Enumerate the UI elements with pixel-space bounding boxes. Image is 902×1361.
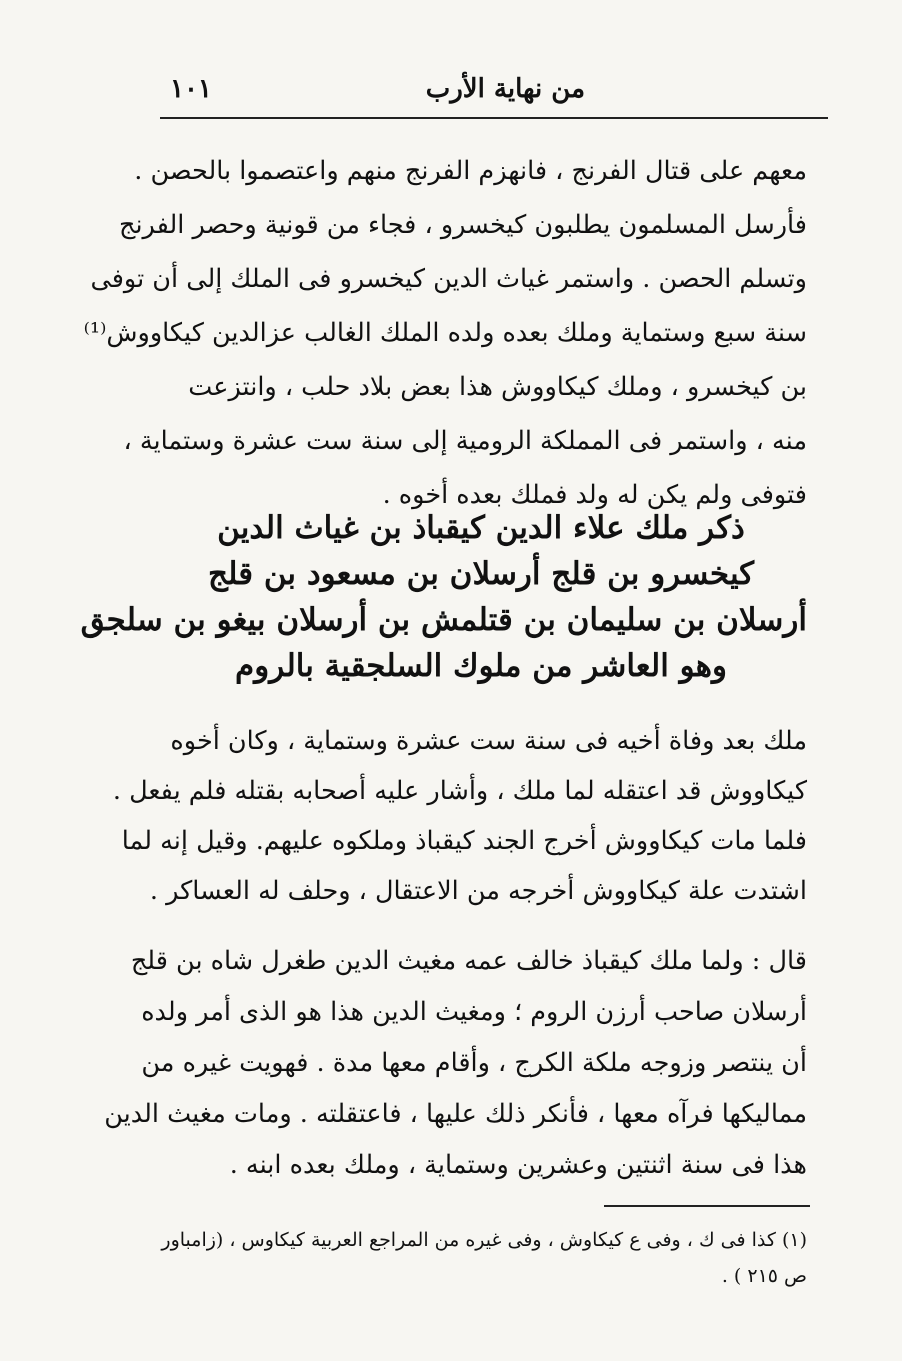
text-line: فلما مات كيكاووش أخرج الجند كيقباذ وملكوه عليهم. وقيل إنه لما — [121, 826, 807, 856]
section-heading — [80, 505, 807, 689]
text-line: هذا فى سنة اثنتين وعشرين وستماية ، وملك بعده ابنه . — [229, 1150, 807, 1180]
footnote-line: (١) كذا فى ك ، وفى ع كيكاوش ، وفى غيره من المراجع العربية كيكاوس ، (زامباور — [161, 1229, 807, 1251]
running-title: من نهاية الأرب — [425, 74, 585, 104]
heading-line: ذكر ملك علاء الدين كيقباذ بن غياث الدين — [217, 510, 745, 546]
text-line: معهم على قتال الفرنج ، فانهزم الفرنج منهم واعتصموا بالحصن . — [134, 156, 807, 186]
text-line: اشتدت علة كيكاووش أخرجه من الاعتقال ، وحلف له العساكر . — [149, 876, 807, 906]
heading-line: وهو العاشر من ملوك السلجقية بالروم — [235, 648, 727, 684]
text-line: فتوفى ولم يكن له ولد فملك بعده أخوه . — [382, 480, 807, 510]
page-number: ١٠١ — [170, 74, 212, 104]
text-line: مماليكها فرآه معها ، فأنكر ذلك عليها ، فاعتقلته . ومات مغيث الدين — [104, 1099, 807, 1129]
text-line: منه ، واستمر فى المملكة الرومية إلى سنة ست عشرة وستماية ، — [123, 426, 807, 456]
header-rule — [160, 117, 828, 119]
paragraph-2 — [112, 716, 807, 916]
text-line: قال : ولما ملك كيقباذ خالف عمه مغيث الدين طغرل شاه بن قلج — [130, 946, 807, 976]
paragraph-3 — [104, 936, 807, 1191]
text-line: فأرسل المسلمون يطلبون كيخسرو ، فجاء من قونية وحصر الفرنج — [119, 210, 807, 240]
text-line: بن كيخسرو ، وملك كيكاووش هذا بعض بلاد حلب ، وانتزعت — [188, 372, 807, 402]
text-line: أن ينتصر وزوجه ملكة الكرج ، وأقام معها مدة . فهويت غيره من — [141, 1048, 807, 1078]
text-line: ملك بعد وفاة أخيه فى سنة ست عشرة وستماية ، وكان أخوه — [170, 726, 807, 756]
text-line: سنة سبع وستماية وملك بعده ولده الملك الغالب عزالدين كيكاووش⁽¹⁾ — [83, 318, 807, 348]
footnote-rule — [604, 1205, 810, 1207]
heading-line: أرسلان بن سليمان بن قتلمش بن أرسلان بيغو بن سلجق — [80, 602, 807, 638]
text-line: وتسلم الحصن . واستمر غياث الدين كيخسرو فى الملك إلى أن توفى — [90, 264, 807, 294]
footnote — [155, 1222, 807, 1294]
page-header — [150, 66, 830, 112]
heading-line: كيخسرو بن قلج أرسلان بن مسعود بن قلج — [207, 556, 755, 592]
text-line: كيكاووش قد اعتقله لما ملك ، وأشار عليه أصحابه بقتله فلم يفعل . — [112, 776, 807, 806]
footnote-line: ص ٢١٥ ) . — [721, 1265, 807, 1287]
text-line: أرسلان صاحب أرزن الروم ؛ ومغيث الدين هذا هو الذى أمر ولده — [141, 997, 807, 1027]
paragraph-1 — [83, 144, 807, 522]
